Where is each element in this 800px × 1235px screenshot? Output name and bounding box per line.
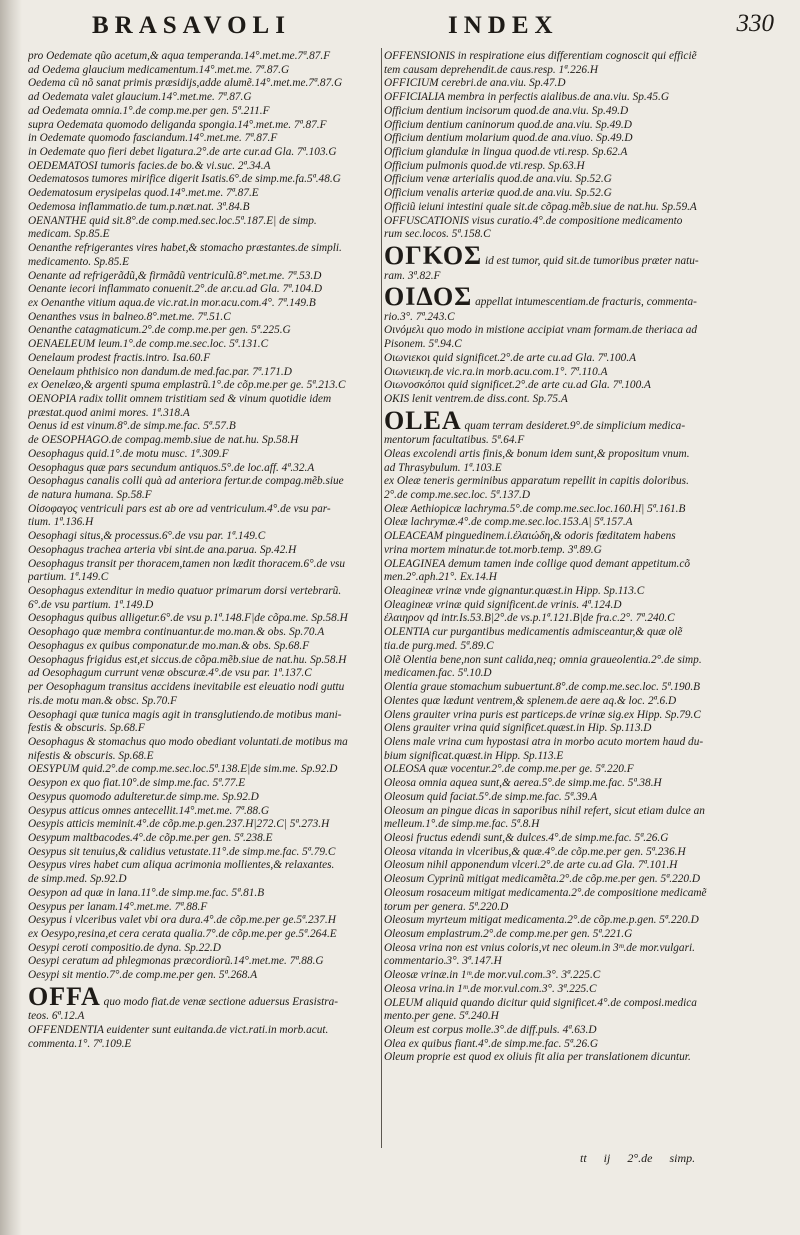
index-entry-line: Oleum proprie est quod ex oliuis fit alia per translationem dicuntur. <box>384 1051 691 1064</box>
index-entry-line: Olẽ Olentia bene,non sunt calida,neq; omnia graueolentia.2°.de simp. <box>384 653 702 666</box>
catchwords <box>580 1151 695 1166</box>
index-entry-line: Oesypus atticus omnes antecellit.14°.met.me. 7ª.88.G <box>28 804 270 817</box>
index-entry-line: commentario.3°. 3ª.147.H <box>384 955 502 968</box>
index-entry-line: torum per genera. 5ª.220.D <box>384 900 509 913</box>
index-entry-line: ad Oedemata omnia.1°.de comp.me.per gen. 5ª.211.F <box>28 104 270 117</box>
index-entry-line: ris.de motu man.& obsc. Sp.70.F <box>28 694 178 707</box>
index-entry-line: præstat.quod animi mores. 1ª.318.A <box>28 406 190 419</box>
index-entry-line: Oenelaum phthisico non dandum.de med.fac.par. 7ª.171.D <box>28 365 292 378</box>
index-entry-line: Oenelaum prodest fractis.intro. Isa.60.F <box>28 351 211 364</box>
index-entry-line: Oesypum maltbacodes.4°.de cõp.me.per gen. 5ª.238.E <box>28 831 273 844</box>
index-entry-line: Oenante ad refrigerãdũ,& firmãdũ ventriculũ.8°.met.me. 7ª.53.D <box>28 269 322 282</box>
index-entry-line: Oesophagus frigidus est,et siccus.de cõpa.mẽb.siue de nat.hu. Sp.58.H <box>28 653 347 666</box>
index-entry-line: Officium pulmonis quod.de vti.resp. Sp.63.H <box>384 159 585 172</box>
index-entry-line: OLENTIA cur purgantibus medicamentis admisceantur,& quæ olẽ <box>384 626 683 639</box>
index-entry-line: OENAELEUM leum.1°.de comp.me.sec.loc. 5ª.131.C <box>28 338 269 351</box>
index-entry-line: vrina mortem minatur.de tot.morb.temp. 3ª.89.G <box>384 543 602 556</box>
index-entry-line: OLEAGINEA demum tamen inde collige quod demant appetitum.cõ <box>384 557 691 570</box>
index-entry-line: Oleagineæ vrinæ quid significent.de vrinis. 4ª.124.D <box>384 598 622 611</box>
left-entries <box>28 50 384 983</box>
index-entry-line: Oedematosos tumores mirifice digerit Isatis.6°.de simp.me.fa.5ª.48.G <box>28 173 341 186</box>
index-entry-line: ex Oenelæo,& argenti spuma emplastrũ.1°.de cõp.me.per ge. 5ª.213.C <box>28 379 346 392</box>
onkos-headword: ΟΓΚΟΣ <box>384 242 483 270</box>
offa-text-2: teos. 6ª.12.A <box>28 1010 85 1023</box>
index-entry-line: Officium dentium molarium quod.de ana.viuo. Sp.49.D <box>384 132 633 145</box>
index-entry-line: ex Oleæ teneris germinibus apparatum repellit in capitis doloribus. <box>384 475 689 488</box>
index-entry-line: Oesypi ceroti compositio.de dyna. Sp.22.D <box>28 941 221 954</box>
index-entry-line: tium. 1ª.136.H <box>28 516 94 529</box>
index-entry-line: Oenanthe refrigerantes vires habet,& stomacho præstantes.de simpli. <box>28 242 342 255</box>
right-entries-c <box>384 448 792 1065</box>
index-entry-line: Oιωνιεικη.de vic.ra.in morb.acu.com.1°. 7ª.110.A <box>384 365 608 378</box>
left-column <box>28 50 384 1051</box>
index-entry-line: Oesophagus quæ pars secundum antiquos.5°.de loc.aff. 4ª.32.A <box>28 461 315 474</box>
index-entry-line: ad Thrasybulum. 1ª.103.E <box>384 461 502 474</box>
index-entry-line: Oἰσοφαγος ventriculi pars est ab ore ad ventriculum.4°.de vsu par- <box>28 502 331 515</box>
onkos-entry <box>384 242 792 269</box>
index-entry-line: ad Oesophagum currunt venæ obscuræ.4°.de vsu par. 1ª.137.C <box>28 667 312 680</box>
index-entry-line: partium. 1ª.149.C <box>28 571 109 584</box>
index-entry-line: festis & obscuris. Sp.68.F <box>28 722 145 735</box>
index-entry-line: Oesypon ad quæ in lana.11°.de simp.me.fac. 5ª.81.B <box>28 886 265 899</box>
index-entry-line: Oleagineæ vrinæ vnde gignantur.quæst.in Hipp. Sp.113.C <box>384 585 645 598</box>
index-entry-line: Oedema cũ nõ sanat primis præsidijs,adde alumẽ.14°.met.me.7ª.87.G <box>28 77 343 90</box>
index-entry-line: Pisonem. 5ª.94.C <box>384 338 462 351</box>
index-entry-line: ad Oedema glaucium medicamentum.14°.met.me. 7ª.87.G <box>28 63 290 76</box>
oidos-text: appellat intumescentiam.de fracturis, commenta- <box>475 296 697 309</box>
index-entry-line: Oesophagus ex quibus componatur.de mo.man.& obs. Sp.68.F <box>28 639 310 652</box>
index-entry-line: Officiũ ieiuni intestini quale sit.de cõpag.mẽb.siue de nat.hu. Sp.59.A <box>384 200 697 213</box>
offa-text: quo modo fiat.de venæ sectione aduersus Erasistra- <box>103 995 339 1008</box>
index-entry-line: OEDEMATOSI tumoris facies.de bo.& vi.suc. 2ª.34.A <box>28 159 271 172</box>
index-entry-line: Oesypis atticis meminit.4°.de cõp.me.p.gen.237.H|272.C| 5ª.273.H <box>28 818 330 831</box>
olea-text: quam terram desideret.9°.de simplicium medica- <box>464 419 686 432</box>
index-entry-line: Oesophagus extenditur in medio quatuor primarum dorsi vertebrarũ. <box>28 585 342 598</box>
index-entry-line: Oesophagus & stomachus quo modo obediant voluntati.de motibus ma <box>28 735 348 748</box>
page-number: 330 <box>736 10 774 37</box>
index-entry-line: Oesophagus canalis colli quà ad anteriora fertur.de compag.mẽb.siue <box>28 475 344 488</box>
index-entry-line: tia.de purg.med. 5ª.89.C <box>384 639 494 652</box>
index-entry-line: Oleæ lachrymæ.4°.de comp.me.sec.loc.153.A| 5ª.157.A <box>384 516 633 529</box>
index-entry-line: Oleosa vrina non est vnius coloris,vt nec oleum.in 3ᵐ.de mor.vulgari. <box>384 941 695 954</box>
index-entry-line: in Oedemate quo fieri debet ligatura.2°.de arte cur.ad Gla. 7ª.103.G <box>28 146 337 159</box>
index-entry-line: Officium dentium incisorum quod.de ana.viu. Sp.49.D <box>384 104 629 117</box>
index-entry-line: Oesypi ceratum ad phlegmonas præcordiorũ.14°.met.me. 7ª.88.G <box>28 955 324 968</box>
index-entry-line: Oleosum Cyprinũ mitigat medicamẽta.2°.de cõp.me.per gen. 5ª.220.D <box>384 873 701 886</box>
index-entry-line: Oedemosa inflammatio.de tum.p.næt.nat. 3ª.84.B <box>28 200 250 213</box>
index-entry-line: OFFENSIONIS in respiratione eius differentiam cognoscit qui efficiẽ <box>384 50 697 62</box>
index-entry-line: Olea ex quibus fiant.4°.de simp.me.fac. 5ª.26.G <box>384 1037 599 1050</box>
index-entry-line: OENOPIA radix tollit omnem tristitiam sed & vinum quotidie idem <box>28 392 332 405</box>
index-entry-line: 6°.de vsu partium. 1ª.149.D <box>28 598 154 611</box>
index-entry-line: rum sec.locos. 5ª.158.C <box>384 228 491 241</box>
index-entry-line: Oesophagus quid.1°.de motu musc. 1ª.309.F <box>28 447 229 460</box>
index-entry-line: Oleas excolendi artis finis,& bonum idem sunt,& propositum vnum. <box>384 447 690 460</box>
index-entry-line: OENANTHE quid sit.8°.de comp.med.sec.loc.5ª.187.E| de simp. <box>28 214 317 227</box>
index-entry-line: 2°.de comp.me.sec.loc. 5ª.137.D <box>384 489 530 501</box>
index-entry-line: tem causam deprehendit.de caus.resp. 1ª.226.H <box>384 63 599 76</box>
index-entry-line: melleum.1°.de simp.me.fac. 5ª.8.H <box>384 818 540 831</box>
index-entry-line: Oleæ Aethiopicæ lachryma.5°.de comp.me.sec.loc.160.H| 5ª.161.B <box>384 502 686 515</box>
index-entry-line: OKIS lenit ventrem.de diss.cont. Sp.75.A <box>384 392 568 405</box>
index-entry-line: Oιωνοσκόποι quid significet.2°.de arte cu.ad Gla. 7ª.100.A <box>384 379 651 392</box>
index-entry-line: Officium dentium caninorum quod.de ana.viu. Sp.49.D <box>384 118 632 131</box>
index-entry-line: men.2°.aph.21°. Ex.14.H <box>384 571 497 584</box>
index-entry-line: Oesophago quæ membra continuantur.de mo.man.& obs. Sp.70.A <box>28 626 325 639</box>
oidos-headword: ΟΙΔΟΣ <box>384 283 473 311</box>
index-entry-line: Oleosum nihil apponendum vlceri.2°.de arte cu.ad Gla. 7ª.101.H <box>384 859 678 872</box>
index-entry-line: Oleosi fructus edendi sunt,& dulces.4°.de simp.me.fac. 5ª.26.G <box>384 831 669 844</box>
onkos-text: id est tumor, quid sit.de tumoribus præter natu- <box>484 255 699 268</box>
index-entry-line: Oesophagi quæ tunica magis agit in transglutiendo.de motibus mani- <box>28 708 342 721</box>
index-entry-line: Olentia graue stomachum subuertunt.8°.de comp.me.sec.loc. 5ª.190.B <box>384 681 701 694</box>
left-tail-entries <box>28 1024 384 1051</box>
index-entry-line: Oesypus quomodo adulteretur.de simp.me. Sp.92.D <box>28 790 259 803</box>
index-entry-line: Oιωνιεκοι quid significet.2°.de arte cu.ad Gla. 7ª.100.A <box>384 351 637 364</box>
index-entry-line: Officium venæ arterialis quod.de ana.viu. Sp.52.G <box>384 173 612 186</box>
index-entry-line: mento.per gene. 5ª.240.H <box>384 1010 499 1023</box>
index-entry-line: nifestis & obscuris. Sp.68.E <box>28 749 154 762</box>
index-entry-line: medicamen.fac. 5ª.10.D <box>384 667 492 680</box>
index-entry-line: Oenante iecori inflammato conuenit.2°.de ar.cu.ad Gla. 7ª.104.D <box>28 283 323 296</box>
index-entry-line: OLEUM aliquid quando dicitur quid significet.4°.de composi.medica <box>384 996 697 1009</box>
index-entry-line: Oleum est corpus molle.3°.de diff.puls. 4ª.63.D <box>384 1024 597 1037</box>
right-entries-a <box>384 50 792 242</box>
index-entry-line: medicamento. Sp.85.E <box>28 255 130 268</box>
index-entry-line: Oesypus i vlceribus valet vbi ora dura.4°.de cõp.me.per ge.5ª.237.H <box>28 914 336 927</box>
index-entry-line: pro Oedemate qũo acetum,& aqua temperanda.14°.met.me.7ª.87.F <box>28 50 331 62</box>
index-entry-line: OESYPUM quid.2°.de comp.me.sec.loc.5ª.138.E|de sim.me. Sp.92.D <box>28 763 338 776</box>
right-entries-b <box>384 324 792 406</box>
offa-headword: OFFA <box>28 982 101 1011</box>
index-entry-line: Oedematosum erysipelas quod.14°.met.me. 7ª.87.E <box>28 187 259 200</box>
index-entry-line: Oesypi sit mentio.7°.de comp.me.per gen. 5ª.268.A <box>28 969 258 982</box>
index-entry-line: Oenanthes vsus in balneo.8°.met.me. 7ª.51.C <box>28 310 231 323</box>
catchword-1: tt <box>580 1151 587 1165</box>
catchword-2: ij <box>603 1151 611 1165</box>
index-entry-line: Olens grauiter vrina puris est particeps.de vrinæ sig.ex Hipp. Sp.79.C <box>384 708 701 721</box>
index-entry-line: Officium glandulæ in lingua quod.de vti.resp. Sp.62.A <box>384 146 628 159</box>
running-header <box>30 6 792 42</box>
index-entry-line: ad Oedemata valet glaucium.14°.met.me. 7ª.87.G <box>28 91 252 104</box>
catchword-3: 2°.de simp. <box>627 1151 696 1165</box>
index-entry-line: Oesophagus transit per thoracem,tamen non lædit thoracem.6°.de vsu <box>28 557 346 570</box>
index-entry-line: Olentes quæ lædunt ventrem,& splenem.de aere aq.& loc. 2ª.6.D <box>384 694 677 707</box>
index-entry-line: Oleosum emplastrum.2°.de comp.me.per gen. 5ª.221.G <box>384 928 633 940</box>
index-entry-line: ἐλαιηρον qd intr.Is.53.B|2°.de vs.p.1ª.121.B|de fra.c.2°. 7ª.240.C <box>384 612 675 625</box>
index-entry-line: Oesypus vires habet cum aliqua acrimonia mollientes,& relaxantes. <box>28 859 335 872</box>
oidos-entry <box>384 283 792 310</box>
index-entry-line: de simp.med. Sp.92.D <box>28 873 127 886</box>
index-entry-line: Oινόμελι quo modo in mistione accipiat vnam formam.de theriaca ad <box>384 324 698 337</box>
index-entry-line: bium significat.quæst.in Hipp. Sp.113.E <box>384 749 564 762</box>
index-entry-line: de OESOPHAGO.de compag.memb.siue de nat.hu. Sp.58.H <box>28 434 299 447</box>
index-entry-line: Oesophagus trachea arteria vbi sint.de ana.parua. Sp.42.H <box>28 543 297 556</box>
index-entry-line: Oenanthe catagmaticum.2°.de comp.me.per gen. 5ª.225.G <box>28 324 291 337</box>
book-gutter-shadow <box>0 0 22 1235</box>
index-entry-line: Officium venalis arteriæ quod.de ana.viu. Sp.52.G <box>384 187 612 200</box>
index-entry-line: Oleosum myrteum mitigat medicamenta.2°.de cõp.me.p.gen. 5ª.220.D <box>384 914 699 927</box>
index-entry-line: OLEOSA quæ vocentur.2°.de comp.me.per ge. 5ª.220.F <box>384 763 634 776</box>
index-entry-line: de natura humana. Sp.58.F <box>28 489 152 501</box>
index-entry-line: ex Oesypo,resina,et cera cerata qualia.7°.de cõp.me.per ge.5ª.264.E <box>28 928 337 940</box>
index-entry-line: Oesophagus quibus alligetur.6°.de vsu p.1ª.148.F|de cõpa.me. Sp.58.H <box>28 612 348 625</box>
index-entry-line: Oesophagi situs,& processus.6°.de vsu par. 1ª.149.C <box>28 530 266 543</box>
index-entry-line: per Oesophagum transitus accidens inevitabile est eleuatio nodi guttu <box>28 681 345 694</box>
onkos-text-2: ram. 3ª.82.F <box>384 269 441 282</box>
header-index: INDEX <box>448 12 559 39</box>
index-entry-line: Oenus id est vinum.8°.de simp.me.fac. 5ª.57.B <box>28 420 236 433</box>
index-entry-line: Oleosa vrina.in 1ᵐ.de mor.vul.com.3°. 3ª.225.C <box>384 982 597 995</box>
index-entry-line: Oleosum rosaceum mitigat medicamenta.2°.de compositione medicamẽ <box>384 886 707 899</box>
index-entry-line: OFFUSCATIONIS visus curatio.4°.de compositione medicamento <box>384 214 683 227</box>
oidos-text-2: rio.3°. 7ª.243.C <box>384 310 455 323</box>
index-entry-line: Oesypon ex quo fiat.10°.de simp.me.fac. 5ª.77.E <box>28 777 246 790</box>
index-entry-line: medicam. Sp.85.E <box>28 228 110 241</box>
olea-text-2: mentorum facultatibus. 5ª.64.F <box>384 434 525 447</box>
index-entry-line: OFFICIUM cerebri.de ana.viu. Sp.47.D <box>384 77 566 90</box>
index-entry-line: Oleosa vitanda in vlceribus,& quæ.4°.de cõp.me.per gen. 5ª.236.H <box>384 845 686 858</box>
index-entry-line: supra Oedemata quomodo deliganda spongia.14°.met.me. 7ª.87.F <box>28 118 327 131</box>
index-entry-line: Olens grauiter vrina quid significet.quæst.in Hip. Sp.113.D <box>384 722 652 735</box>
olea-entry <box>384 407 792 434</box>
index-entry-line: OFFENDENTIA euidenter sunt euitanda.de vict.rati.in morb.acut. <box>28 1024 329 1037</box>
right-column <box>384 50 792 1065</box>
index-entry-line: OLEACEAM pinguedinem.i.ἐλαιώδη,& odoris fœditatem habens <box>384 530 676 543</box>
index-entry-line: OFFICIALIA membra in perfectis aialibus.de ana.viu. Sp.45.G <box>384 91 670 104</box>
index-entry-line: commenta.1°. 7ª.109.E <box>28 1037 132 1050</box>
index-entry-line: Oleosæ vrinæ.in 1ᵐ.de mor.vul.com.3°. 3ª.225.C <box>384 969 601 982</box>
index-entry-line: Olens male vrina cum hypostasi atra in morbo acuto mortem haud du- <box>384 735 704 748</box>
index-entry-line: ex Oenanthe vitium aqua.de vic.rat.in mor.acu.com.4°. 7ª.149.B <box>28 296 316 309</box>
index-entry-line: Oesypus sit tenuius,& calidius vetustate.11°.de simp.me.fac. 5ª.79.C <box>28 845 336 858</box>
header-author: BRASAVOLI <box>92 12 291 39</box>
index-entry-line: Oleosum an pingue dicas in saporibus nihil refert, sicut etiam dulce an <box>384 804 705 817</box>
index-entry-line: Oleosa omnia aquea sunt,& aerea.5°.de simp.me.fac. 5ª.38.H <box>384 777 662 790</box>
index-entry-line: Oesypus per lanam.14°.met.me. 7ª.88.F <box>28 900 208 913</box>
olea-headword: OLEA <box>384 406 462 435</box>
offa-entry <box>28 983 384 1010</box>
index-entry-line: in Oedemate quomodo fasciandum.14°.met.me. 7ª.87.F <box>28 132 278 145</box>
index-entry-line: Oleosum quid faciat.5°.de simp.me.fac. 5ª.39.A <box>384 790 598 803</box>
